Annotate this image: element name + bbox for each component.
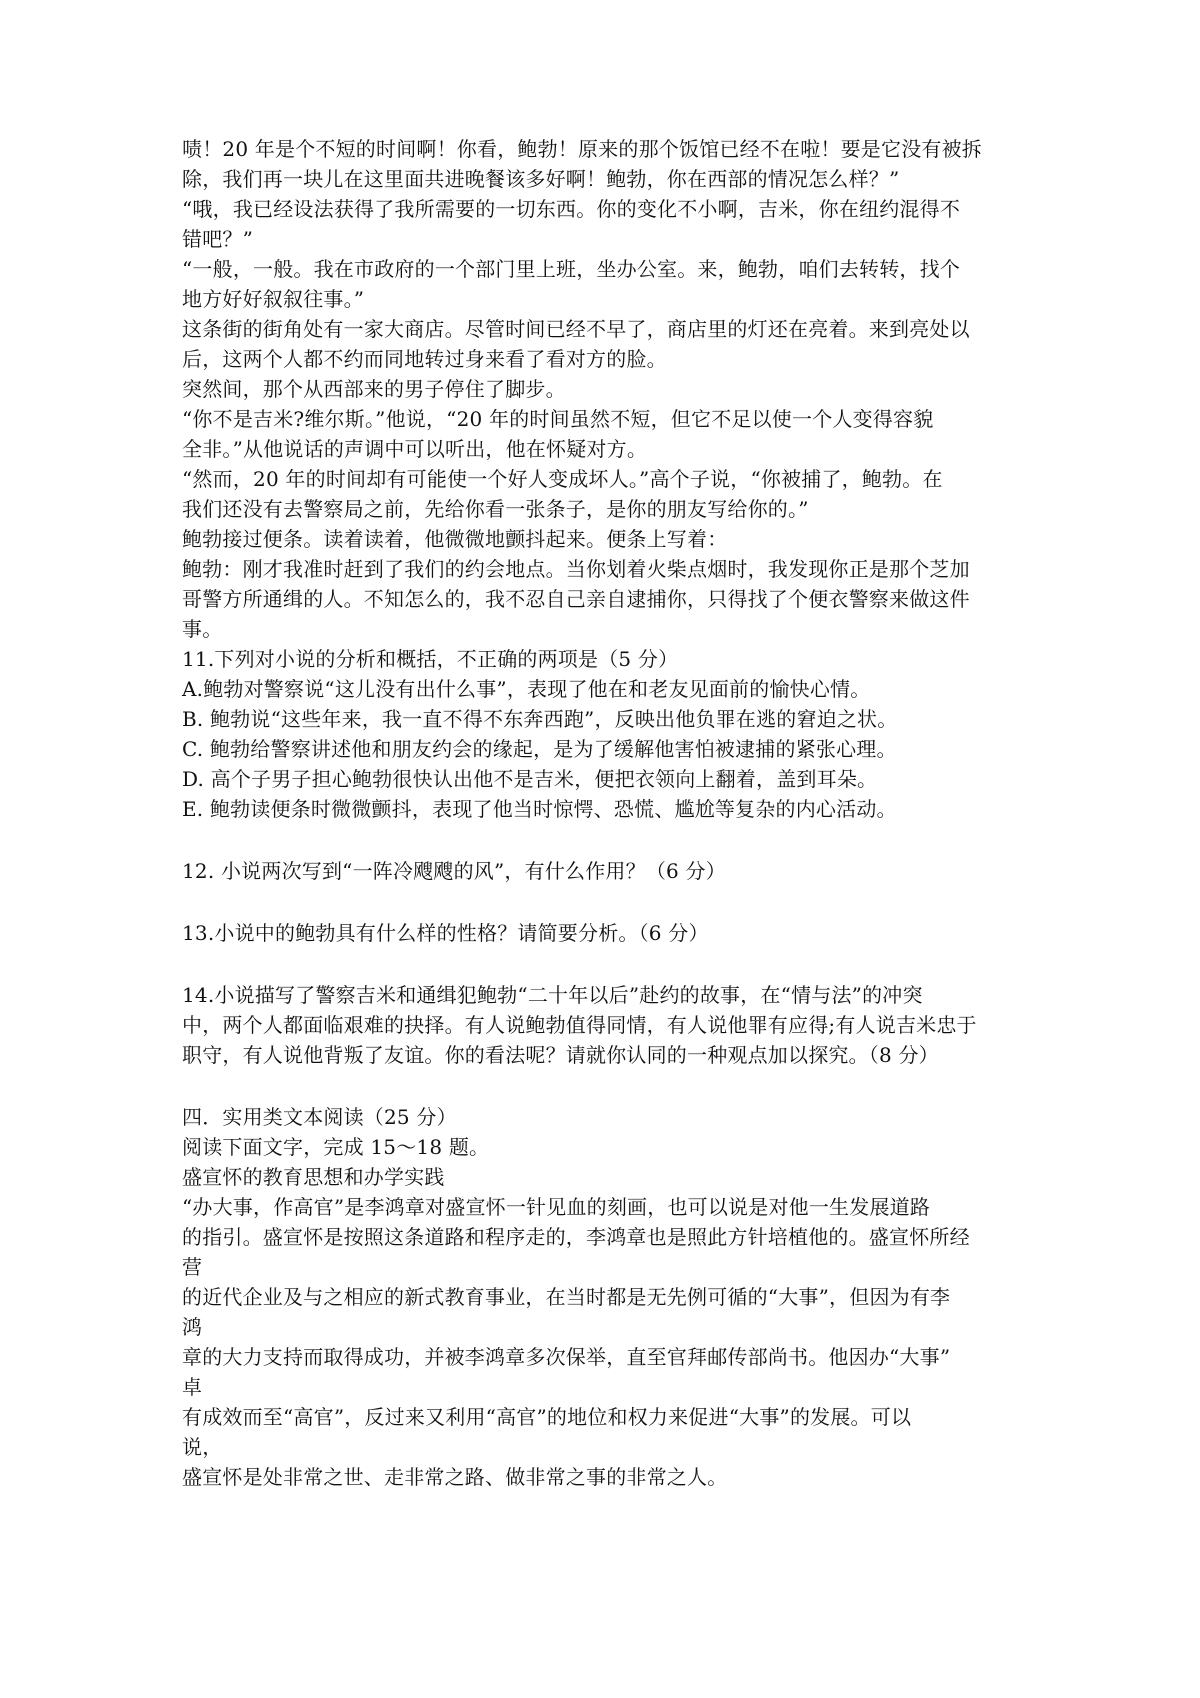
article-line: 卓 <box>182 1375 203 1399</box>
article-line: 盛宣怀是处非常之世、走非常之路、做非常之事的非常之人。 <box>182 1465 728 1489</box>
question-11-option-d: D. 高个子男子担心鲍勃很快认出他不是吉米，便把衣领向上翻着，盖到耳朵。 <box>182 767 878 791</box>
question-14-line: 中，两个人都面临艰难的抉择。有人说鲍勃值得同情，有人说他罪有应得;有人说吉米忠于 <box>182 1013 977 1037</box>
article-line: “办大事，作高官”是李鸿章对盛宣怀一针见血的刻画，也可以说是对他一生发展道路 <box>182 1195 931 1219</box>
question-14-line: 职守，有人说他背叛了友谊。你的看法呢？请就你认同的一种观点加以探究。（8 分） <box>182 1043 939 1067</box>
story-line: “哦，我已经设法获得了我所需要的一切东西。你的变化不小啊，吉米，你在纽约混得不 <box>182 197 961 221</box>
article-line: 的指引。盛宣怀是按照这条道路和程序走的，李鸿章也是照此方针培植他的。盛宣怀所经 <box>182 1225 970 1249</box>
question-11-option-b: B. 鲍勃说“这些年来，我一直不得不东奔西跑”，反映出他负罪在逃的窘迫之状。 <box>182 707 898 731</box>
question-12: 12. 小说两次写到“一阵冷飕飕的风”，有什么作用？（6 分） <box>182 859 726 883</box>
story-line: 全非。”从他说话的声调中可以听出，他在怀疑对方。 <box>182 437 648 461</box>
story-line: “你不是吉米?维尔斯。”他说，“20 年的时间虽然不短，但它不足以使一个人变得容貌 <box>182 407 934 431</box>
question-11-option-e: E. 鲍勃读便条时微微颤抖，表现了他当时惊愕、恐慌、尴尬等复杂的内心活动。 <box>182 797 897 821</box>
question-11-option-a: A.鲍勃对警察说“这儿没有出什么事”，表现了他在和老友见面前的愉快心情。 <box>182 677 871 701</box>
story-line: 后，这两个人都不约而同地转过身来看了看对方的脸。 <box>182 347 667 371</box>
question-11-option-c: C. 鲍勃给警察讲述他和朋友约会的缘起，是为了缓解他害怕被逮捕的紧张心理。 <box>182 737 897 761</box>
section-4-heading: 四．实用类文本阅读（25 分） <box>182 1105 457 1129</box>
article-line: 有成效而至“高官”，反过来又利用“高官”的地位和权力来促进“大事”的发展。可以 <box>182 1405 912 1429</box>
story-line: “一般，一般。我在市政府的一个部门里上班，坐办公室。来，鲍勃，咱们去转转，找个 <box>182 257 961 281</box>
section-4-instruction: 阅读下面文字，完成 15～18 题。 <box>182 1135 490 1159</box>
story-line: 错吧？” <box>182 227 254 251</box>
article-line: 的近代企业及与之相应的新式教育事业，在当时都是无先例可循的“大事”，但因为有李 <box>182 1285 951 1309</box>
question-11-stem: 11.下列对小说的分析和概括，不正确的两项是（5 分） <box>182 647 679 671</box>
story-line: 哥警方所通缉的人。不知怎么的，我不忍自己亲自逮捕你，只得找了个便衣警察来做这件 <box>182 587 970 611</box>
story-line: 我们还没有去警察局之前，先给你看一张条子，是你的朋友写给你的。” <box>182 497 809 521</box>
story-line: 事。 <box>182 617 223 641</box>
story-line: 突然间，那个从西部来的男子停住了脚步。 <box>182 377 566 401</box>
article-line: 章的大力支持而取得成功，并被李鸿章多次保举，直至官拜邮传部尚书。他因办“大事” <box>182 1345 951 1369</box>
story-line: 啧！20 年是个不短的时间啊！你看，鲍勃！原来的那个饭馆已经不在啦！要是它没有被拆 <box>182 137 983 161</box>
article-title: 盛宣怀的教育思想和办学实践 <box>182 1165 445 1189</box>
question-14-line: 14.小说描写了警察吉米和通缉犯鲍勃“二十年以后”赴约的故事，在“情与法”的冲突 <box>182 983 923 1007</box>
story-line: 这条街的街角处有一家大商店。尽管时间已经不早了，商店里的灯还在亮着。来到亮处以 <box>182 317 970 341</box>
story-line: 鲍勃：刚才我准时赶到了我们的约会地点。当你划着火柴点烟时，我发现你正是那个芝加 <box>182 557 970 581</box>
question-13: 13.小说中的鲍勃具有什么样的性格？请简要分析。（6 分） <box>182 921 709 945</box>
article-line: 营 <box>182 1255 203 1279</box>
article-line: 说， <box>182 1435 223 1459</box>
story-line: “然而，20 年的时间却有可能使一个好人变成坏人。”高个子说，“你被捕了，鲍勃。在 <box>182 467 943 491</box>
article-line: 鸿 <box>182 1315 203 1339</box>
story-line: 地方好好叙叙往事。” <box>182 287 365 311</box>
story-line: 除，我们再一块儿在这里面共进晚餐该多好啊！鲍勃，你在西部的情况怎么样？” <box>182 167 900 191</box>
story-line: 鲍勃接过便条。读着读着，他微微地颤抖起来。便条上写着： <box>182 527 728 551</box>
